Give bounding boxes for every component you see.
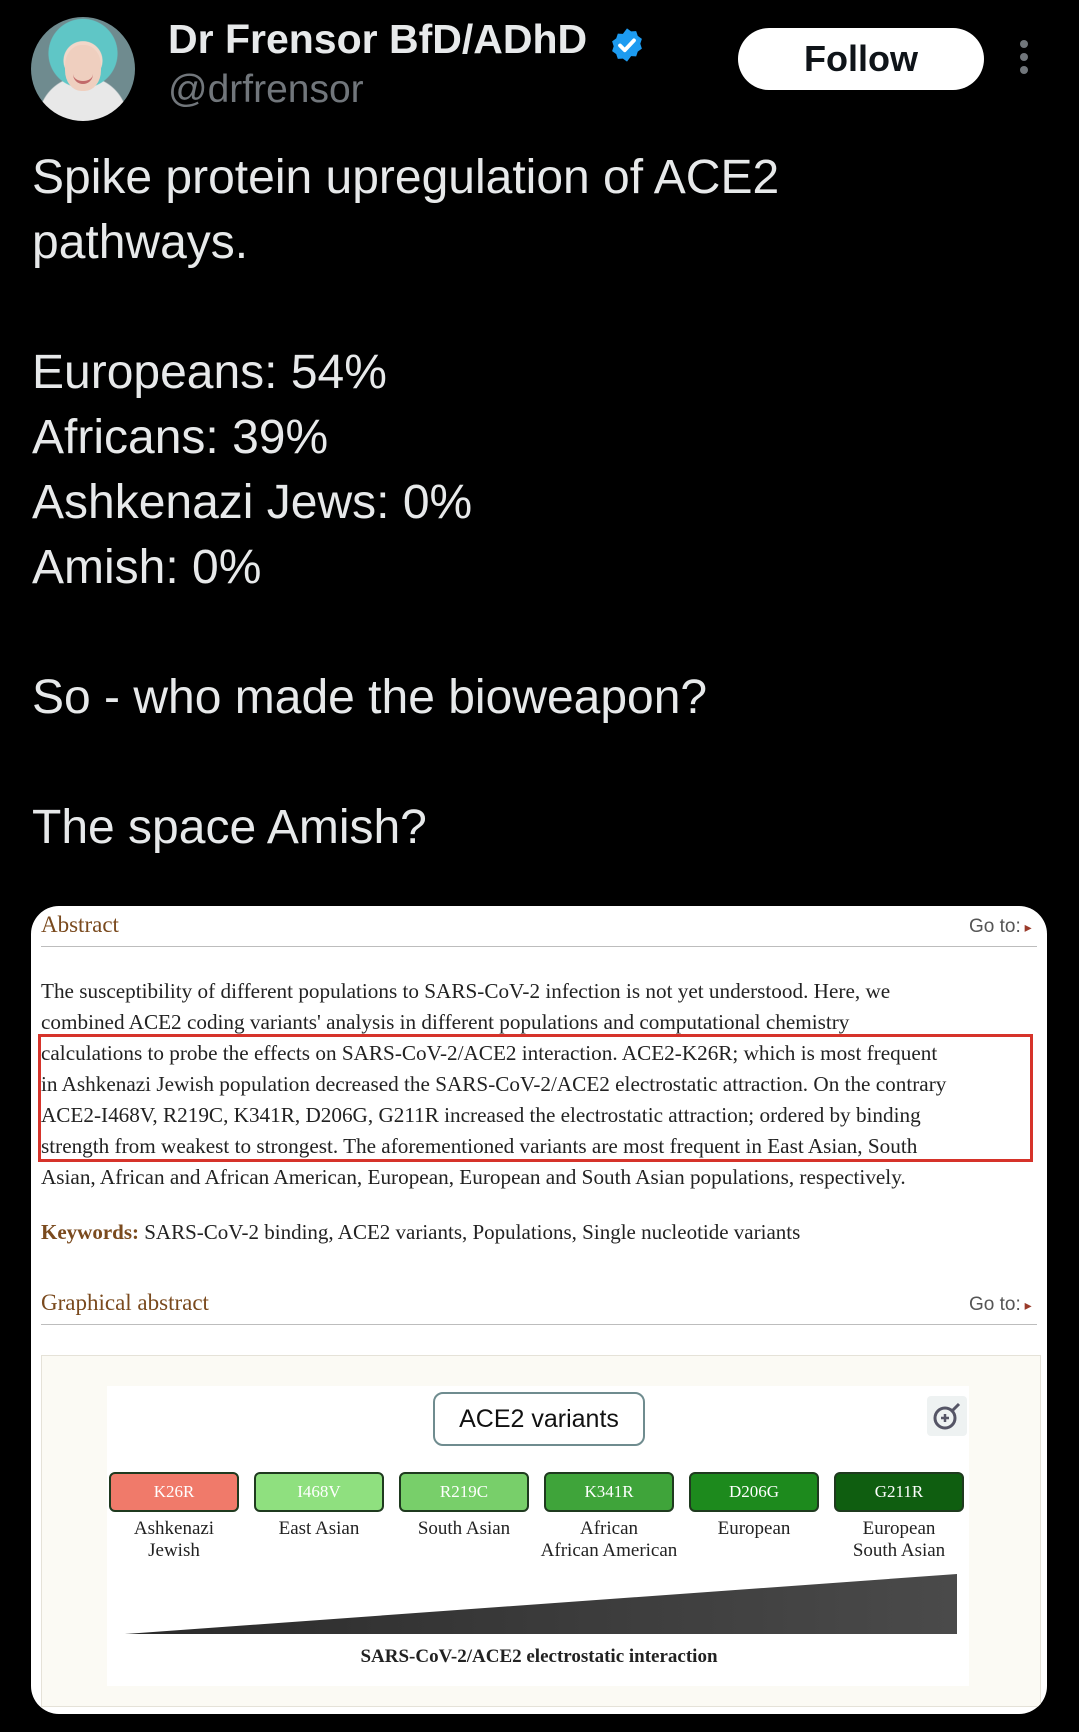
section-divider xyxy=(41,946,1037,947)
avatar[interactable] xyxy=(31,17,135,121)
goto-graphical-link[interactable]: Go to: ▸ xyxy=(969,1294,1032,1316)
dot xyxy=(1020,66,1028,74)
zoom-icon[interactable] xyxy=(927,1396,967,1436)
abstract-line: in Ashkenazi Jewish population decreased the SARS-CoV-2/ACE2 electrostatic attraction. On the contrary xyxy=(41,1072,947,1096)
variant-box-g211r: G211R xyxy=(834,1472,964,1512)
dot xyxy=(1020,40,1028,48)
abstract-line: combined ACE2 coding variants' analysis in different populations and computational chemistry xyxy=(41,1010,850,1034)
population-label xyxy=(246,1518,392,1540)
highlight-box xyxy=(38,1034,1033,1162)
attached-image[interactable] xyxy=(31,906,1047,1714)
graphical-abstract-title: Graphical abstract xyxy=(41,1290,209,1315)
interaction-gradient-wedge xyxy=(125,1574,957,1638)
variant-box-d206g: D206G xyxy=(689,1472,819,1512)
population-line: European xyxy=(717,1518,791,1539)
author-display-name[interactable]: Dr Frensor BfD/ADhD xyxy=(168,16,588,62)
tweet-header xyxy=(0,0,1079,140)
tweet-line: Ashkenazi Jews: 0% xyxy=(32,476,473,529)
interaction-label: SARS-CoV-2/ACE2 electrostatic interaction xyxy=(360,1646,718,1667)
variant-box-k26r: K26R xyxy=(109,1472,239,1512)
population-label xyxy=(101,1518,247,1562)
population-label xyxy=(826,1518,972,1562)
variant-box-i468v: I468V xyxy=(254,1472,384,1512)
abstract-line: ACE2-I468V, R219C, K341R, D206G, G211R increased the electrostatic attraction; ordered by binding xyxy=(41,1103,921,1127)
population-label xyxy=(526,1518,692,1562)
tweet-spacer xyxy=(32,275,1052,340)
section-divider xyxy=(41,1324,1037,1325)
population-label xyxy=(391,1518,537,1540)
tweet-line: Europeans: 54% xyxy=(32,346,387,399)
tweet-line: Spike protein upregulation of ACE2 xyxy=(32,151,780,204)
verified-badge-icon xyxy=(608,26,646,64)
abstract-title: Abstract xyxy=(41,912,119,937)
avatar-face xyxy=(65,45,101,91)
population-label xyxy=(681,1518,827,1540)
tweet-line: pathways. xyxy=(32,216,249,269)
abstract-line: strength from weakest to strongest. The aforementioned variants are most frequent in East Asian, South xyxy=(41,1134,918,1158)
population-line: European xyxy=(862,1518,936,1539)
population-line: African American xyxy=(540,1540,678,1561)
abstract-line: calculations to probe the effects on SARS-CoV-2/ACE2 interaction. ACE2-K26R; which is most frequent xyxy=(41,1041,938,1065)
population-line: South Asian xyxy=(852,1540,946,1561)
population-line: East Asian xyxy=(278,1518,360,1539)
abstract-line: Asian, African and African American, European, European and South Asian populations, respectively. xyxy=(41,1165,906,1189)
author-handle[interactable]: @drfrensor xyxy=(168,68,364,111)
goto-abstract-link[interactable]: Go to: ▸ xyxy=(969,916,1032,938)
population-line: African xyxy=(579,1518,639,1539)
keywords xyxy=(41,1220,800,1245)
follow-button[interactable]: Follow xyxy=(738,28,984,90)
tweet-line: Africans: 39% xyxy=(32,411,329,464)
dot xyxy=(1020,53,1028,61)
more-dots-icon[interactable] xyxy=(1016,40,1032,80)
ace2-variants-title: ACE2 variants xyxy=(433,1392,645,1446)
keywords-text: SARS-CoV-2 binding, ACE2 variants, Populations, Single nucleotide variants xyxy=(144,1220,801,1244)
population-line: Ashkenazi xyxy=(133,1518,215,1539)
keywords-label: Keywords: xyxy=(41,1220,139,1244)
population-line: South Asian xyxy=(417,1518,511,1539)
variant-box-r219c: R219C xyxy=(399,1472,529,1512)
abstract-line: The susceptibility of different populations to SARS-CoV-2 infection is not yet understood. Here, we xyxy=(41,979,891,1003)
tweet-line: Amish: 0% xyxy=(32,541,262,594)
tweet-line: The space Amish? xyxy=(32,801,427,854)
variant-box-k341r: K341R xyxy=(544,1472,674,1512)
population-line: Jewish xyxy=(148,1540,200,1561)
tweet-spacer xyxy=(32,730,1052,795)
tweet-text xyxy=(32,145,1052,860)
tweet-spacer xyxy=(32,600,1052,665)
tweet-line: So - who made the bioweapon? xyxy=(32,671,708,724)
